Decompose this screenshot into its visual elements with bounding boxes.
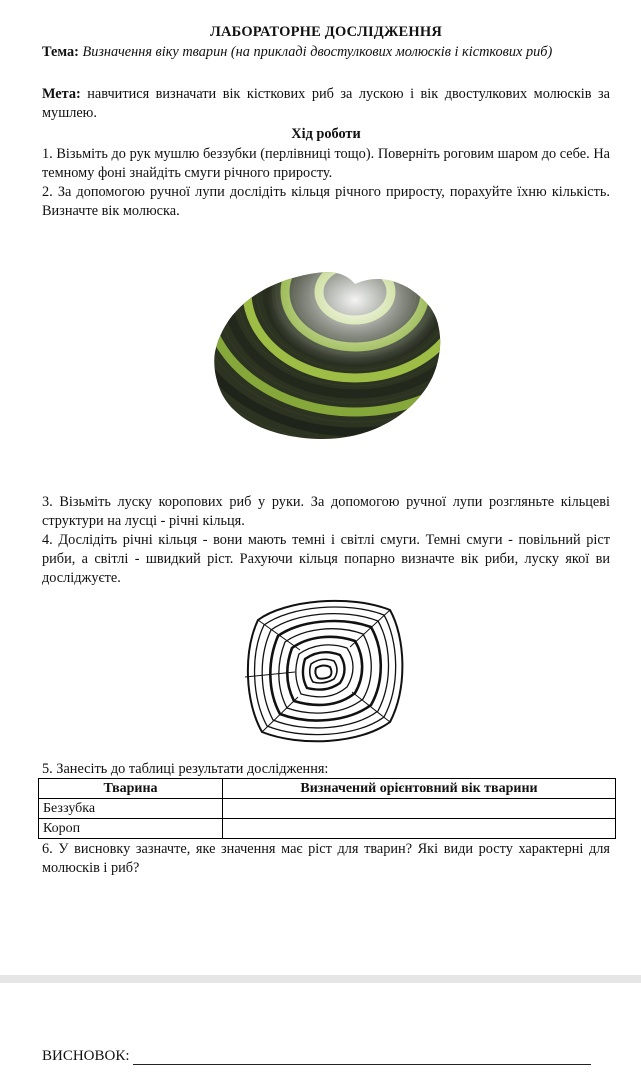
goal-line — [42, 85, 610, 123]
table-row — [39, 819, 616, 839]
cell-animal: Короп — [39, 819, 223, 839]
topic-label: Тема: — [42, 44, 79, 60]
goal-text: навчитися визначати вік кісткових риб за лускою і вік двостулкових молюсків за мушлею. — [42, 86, 610, 121]
results-table — [38, 778, 616, 839]
step-1: 1. Візьміть до рук мушлю беззубки (перлівниці тощо). Поверніть роговим шаром до себе. На темному фоні знайдіть смуги річного приросту. — [42, 146, 610, 181]
steps-3-4 — [42, 493, 610, 588]
page-title: ЛАБОРАТОРНЕ ДОСЛІДЖЕННЯ — [209, 24, 443, 40]
step-2: 2. За допомогою ручної лупи дослідіть кільця річного приросту, порахуйте їхню кількість. Визначте вік молюска. — [42, 184, 610, 219]
step-5: 5. Занесіть до таблиці результати дослідження: — [42, 761, 329, 777]
topic-line — [42, 43, 610, 62]
fish-scale-image — [240, 592, 410, 750]
header-animal: Тварина — [39, 779, 223, 799]
cell-age[interactable] — [223, 799, 616, 819]
conclusion-line — [42, 1048, 591, 1065]
cell-age[interactable] — [223, 819, 616, 839]
table-header-row — [39, 779, 616, 799]
steps-1-2 — [42, 145, 610, 221]
cell-animal: Беззубка — [39, 799, 223, 819]
header-age: Визначений орієнтовний вік тварини — [223, 779, 616, 799]
step-6: 6. У висновку зазначте, яке значення має ріст для тварин? Які види росту характерні для молюсків і риб? — [42, 841, 610, 876]
step-3: 3. Візьміть луску коропових риб у руки. За допомогою ручної лупи розгляньте кільцеві структури на лусці - річні кільця. — [42, 494, 610, 529]
step-4: 4. Дослідіть річні кільця - вони мають темні і світлі смуги. Темні смуги - повільний ріст риби, а світлі - швидкий ріст. Рахуючи кільця попарно визначте вік риби, луску якої ви досліджуєте. — [42, 532, 610, 586]
mussel-shell-image — [205, 262, 455, 452]
page-divider — [0, 975, 641, 983]
procedure-heading: Хід роботи — [291, 126, 361, 142]
table-row — [39, 799, 616, 819]
topic-text: Визначення віку тварин (на прикладі двостулкових молюсків і кісткових риб) — [82, 44, 553, 60]
conclusion-label: ВИСНОВОК: — [42, 1048, 130, 1064]
conclusion-blank[interactable] — [133, 1050, 591, 1065]
goal-label: Мета: — [42, 86, 81, 102]
